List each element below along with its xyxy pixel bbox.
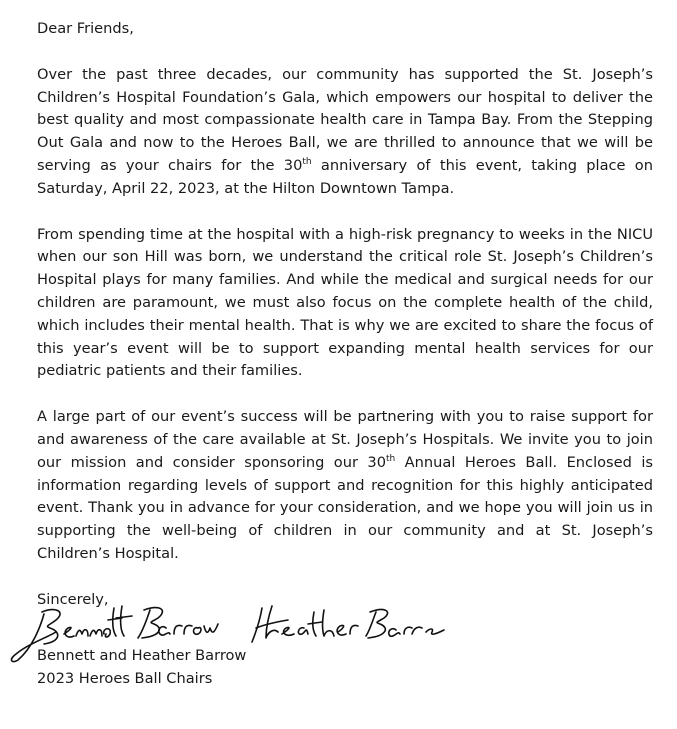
salutation: Dear Friends, (37, 20, 134, 37)
paragraph-mission: From spending time at the hospital with a high-risk pregnancy to weeks in the NICU when our son Hill was born, we understand the critical role St. Joseph’s Children’s Hospital plays for many families. And while the medical and surgical needs for our children are paramount, we must also focus on the complete health of the child, which includes their mental health. That is why we are excited to share the focus of this year’s event will be to support expanding mental health services for our pediatric patients and their families. (37, 225, 653, 380)
signer-title: 2023 Heroes Ball Chairs (37, 669, 213, 687)
letter-body (37, 18, 653, 612)
paragraph-invitation-text-a: A large part of our event’s success will be partnering with you to raise support for and awareness of the care available at St. Joseph’s Hospitals. We invite you to join our mission and consider sponsoring our 30 (37, 408, 653, 471)
signature-block (37, 645, 246, 691)
closing: Sincerely, (37, 590, 109, 608)
paragraph-intro-text-b: anniversary of this event, taking place on Saturday, April 22, 2023, at the Hilton Downtown Tampa. (37, 156, 653, 197)
paragraph-intro (37, 64, 653, 201)
ordinal-suffix: th (302, 157, 312, 168)
paragraph-invitation (37, 406, 653, 566)
paragraph-invitation-text-b: Annual Heroes Ball. Enclosed is information regarding levels of support and recognition for this highly anticipated event. Thank you in advance for your consideration, and we hope you will join us in supporting the well-being of children in our community and at St. Joseph’s Children’s Hospital. (37, 453, 654, 562)
paragraph-intro-text-a: Over the past three decades, our community has supported the St. Joseph’s Children’s Hospital Foundation’s Gala, which empowers our hospital to deliver the best quality and most compassionate health care in Tampa Bay. From the Stepping Out Gala and now to the Heroes Ball, we are thrilled to announce that we will be serving as your chairs for the 30 (37, 65, 653, 174)
ordinal-suffix: th (386, 453, 396, 464)
signer-names: Bennett and Heather Barrow (37, 647, 247, 664)
